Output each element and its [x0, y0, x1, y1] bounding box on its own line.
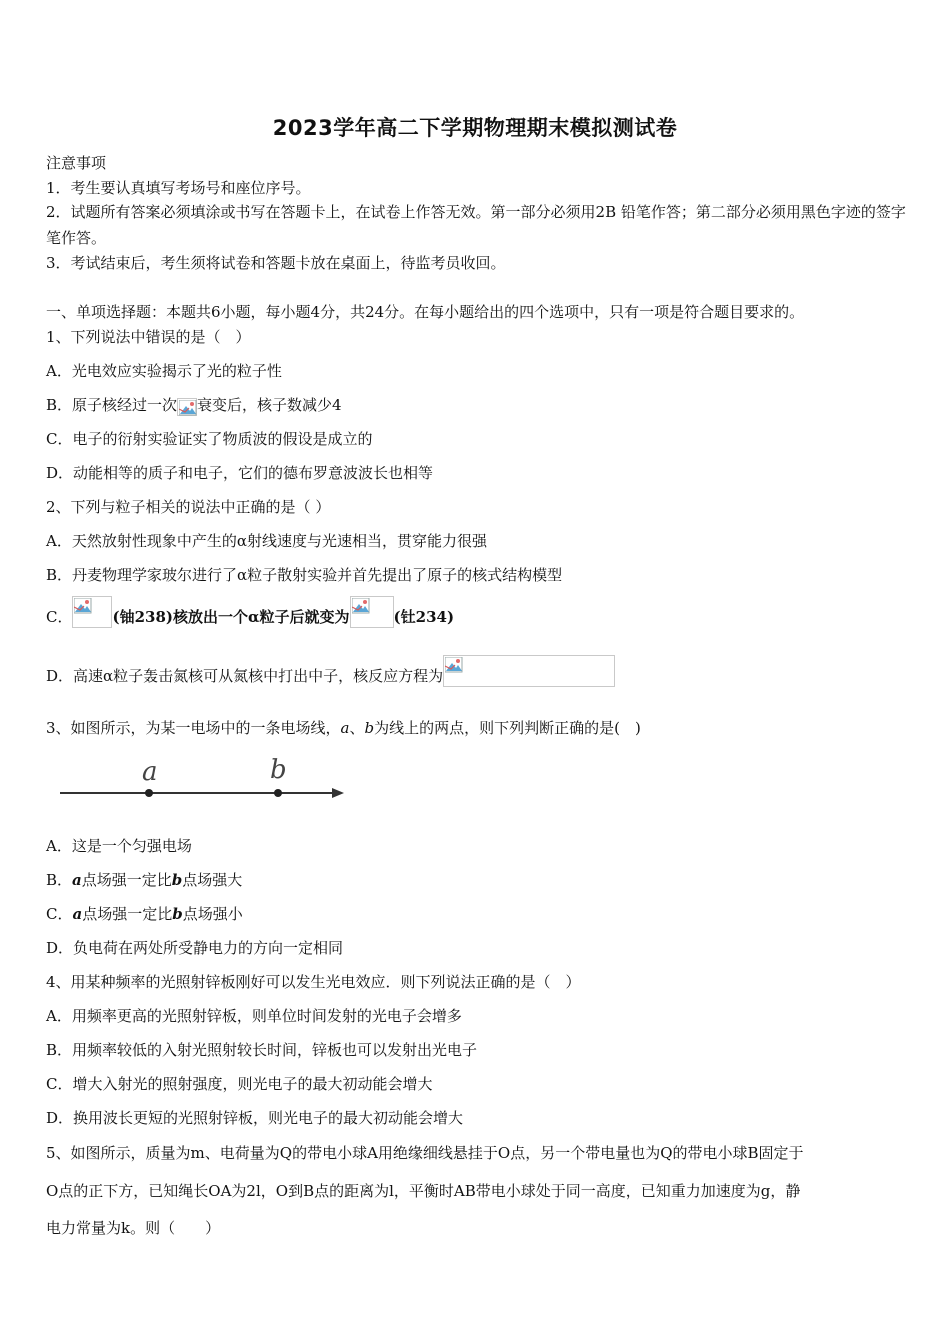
q1-option-b-post: 衰变后，核子数减少4: [197, 396, 342, 414]
q1-option-b-pre: B．原子核经过一次: [46, 396, 178, 414]
q4-option-b: B．用频率较低的入射光照射较长时间，锌板也可以发射出光电子: [46, 1041, 478, 1059]
section-heading: 一、单项选择题：本题共6小题，每小题4分，共24分。在每小题给出的四个选项中，只有一项是符合题目要求的。: [46, 303, 805, 321]
q3-option-b-var-a: a: [72, 871, 82, 889]
q4-option-a: A．用频率更高的光照射锌板，则单位时间发射的光电子会增多: [46, 1007, 462, 1025]
q3-option-c-var-b: b: [172, 905, 183, 923]
q2-option-c-end: (钍234): [393, 608, 455, 626]
q3-var-a: a: [340, 719, 350, 737]
q1-option-c: C．电子的衍射实验证实了物质波的假设是成立的: [46, 430, 373, 448]
q3-option-a: A．这是一个匀强电场: [46, 837, 192, 855]
q5-line-3: 电力常量为k。则（ ）: [46, 1219, 221, 1237]
q3-stem: [46, 717, 906, 739]
point-a: [145, 789, 153, 797]
notice-heading: 注意事项: [46, 154, 107, 172]
page-title: 2023学年高二下学期物理期末模拟测试卷: [272, 116, 678, 140]
notice-item-1: 1．考生要认真填写考场号和座位序号。: [46, 179, 311, 197]
q3-sep: 、: [349, 719, 365, 737]
broken-image-icon: [350, 596, 394, 628]
q2-option-c-mid: (铀238)核放出一个α粒子后就变为: [112, 608, 350, 626]
q2-option-d: [46, 655, 906, 689]
q3-option-d: D．负电荷在两处所受静电力的方向一定相同: [46, 939, 344, 957]
field-arrow-icon: [332, 788, 344, 798]
q2-option-c: [46, 596, 906, 632]
electric-field-line-figure: [56, 752, 356, 812]
notice-item-2: 2．试题所有答案必须填涂或书写在答题卡上，在试卷上作答无效。第一部分必须用2B 铅笔作答；第二部分必须用黑色字迹的签字笔作答。: [46, 203, 906, 247]
q3-option-c-mid: 点场强一定比: [82, 905, 173, 923]
q3-option-b-post: 点场强大: [182, 871, 243, 889]
q3-option-c-post: 点场强小: [182, 905, 243, 923]
q4-stem: 4、用某种频率的光照射锌板刚好可以发生光电效应．则下列说法正确的是（ ）: [46, 973, 581, 991]
q3-var-b: b: [364, 719, 375, 737]
q3-option-c-pre: C．: [46, 905, 73, 923]
q2-option-a: A．天然放射性现象中产生的α射线速度与光速相当，贯穿能力很强: [46, 532, 487, 550]
q3-option-c-var-a: a: [72, 905, 83, 923]
point-b: [274, 789, 282, 797]
q2-stem: 2、下列与粒子相关的说法中正确的是（ ）: [46, 498, 331, 516]
q3-option-b-pre: B．: [46, 871, 73, 889]
q2-option-c-label: C．: [46, 608, 73, 626]
q3-option-c: [46, 903, 906, 925]
q5-line-2: O点的正下方，已知绳长OA为2l，O到B点的距离为l，平衡时AB带电小球处于同一高度，已知重力加速度为g，静: [46, 1182, 801, 1200]
label-b: b: [270, 755, 287, 785]
label-a: a: [142, 757, 158, 787]
q3-option-b: [46, 869, 906, 891]
q1-option-b: [46, 394, 906, 416]
q2-option-d-text: D．高速α粒子轰击氮核可从氮核中打出中子，核反应方程为: [46, 667, 444, 685]
q5-line-1: 5、如图所示，质量为m、电荷量为Q的带电小球A用绝缘细线悬挂于O点，另一个带电量也为Q的带电小球B固定于: [46, 1144, 804, 1162]
broken-image-icon: [443, 655, 615, 687]
q1-stem: 1、下列说法中错误的是（ ）: [46, 328, 251, 346]
q2-option-b: B．丹麦物理学家玻尔进行了α粒子散射实验并首先提出了原子的核式结构模型: [46, 566, 563, 584]
q4-option-c: C．增大入射光的照射强度，则光电子的最大初动能会增大: [46, 1075, 433, 1093]
q3-stem-pre: 3、如图所示，为某一电场中的一条电场线，: [46, 719, 341, 737]
q3-option-b-var-b: b: [171, 871, 183, 889]
broken-image-icon: [72, 596, 112, 628]
notice-item-3: 3．考试结束后，考生须将试卷和答题卡放在桌面上，待监考员收回。: [46, 254, 506, 272]
q1-option-a: A．光电效应实验揭示了光的粒子性: [46, 362, 282, 380]
q3-option-b-mid: 点场强一定比: [81, 871, 172, 889]
q3-stem-post: 为线上的两点，则下列判断正确的是( ): [374, 719, 641, 737]
broken-image-icon: [177, 398, 197, 416]
q4-option-d: D．换用波长更短的光照射锌板，则光电子的最大初动能会增大: [46, 1109, 464, 1127]
q1-option-d: D．动能相等的质子和电子，它们的德布罗意波波长也相等: [46, 464, 434, 482]
